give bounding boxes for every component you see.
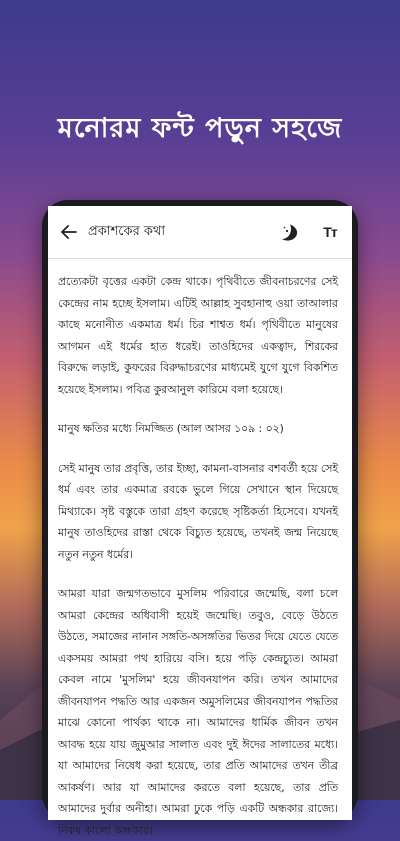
paragraph: সেই মানুষ তার প্রবৃত্তি, তার ইচ্ছা, কামনা-বাসনার বশবর্তী হয়ে সেই ধর্ম এবং তার একমাত্র রবকে ভুলে গিয়ে সেখানে স্থান দিয়েছে মিথ্যাকে। সৃষ্ট বস্তুকে তারা গ্রহণ করেছে সৃষ্টিকর্তা হিসেবে। যখনই মানুষ তাওহিদের রাস্তা থেকে বিচ্যুত হয়েছে, তখনই জন্ম নিয়েছে নতুন নতুন ধর্মের। bbox=[58, 461, 338, 561]
page-title: প্রকাশকের কথা bbox=[88, 223, 166, 239]
reader-screen bbox=[48, 206, 352, 837]
arrow-left-icon[interactable] bbox=[58, 221, 80, 243]
phone-frame bbox=[42, 200, 358, 837]
text-size-icon[interactable]: Tт bbox=[323, 224, 337, 240]
paragraph: মানুষ ক্ষতির মধ্যে নিমজ্জিত (আল আসর ১০৯ : ০২) bbox=[58, 422, 284, 435]
app-bar bbox=[48, 206, 352, 259]
moon-icon[interactable] bbox=[278, 220, 302, 244]
promo-headline: মনোরম ফন্ট পড়ুন সহজে bbox=[57, 113, 343, 144]
article-body bbox=[48, 259, 352, 841]
paragraph: আমরা যারা জন্মগতভাবে মুসলিম পরিবারে জন্মেছি, বলা চলে আমরা কেন্দ্রের অধিবাসী হয়েই জন্মেছি। তবুও, বেড়ে উঠতে উঠতে, সমাজের নানান সঙ্গতি-অসঙ্গতির ভিতর দিয়ে যেতে যেতে একসময় আমরা পথ হারিয়ে বসি। হয়ে পড়ি কেন্দ্রচ্যুত। আমরা কেবল নামে 'মুসলিম' হয়ে জীবনযাপন করি। তখন আমাদের জীবনযাপন পদ্ধতি আর একজন অমুসলিমের জীবনযাপন পদ্ধতির মাঝে কোনো পার্থক্য থাকে না। আমাদের ধার্মিক জীবন তখন আবদ্ধ হয়ে যায় জুমুআর সালাত এবং দুই ঈদের সালাতের মধ্যে। যা আমাদের নিষেধ করা হয়েছে, তার প্রতি আমাদের তখন তীব্র আকর্ষণ। আর যা আমাদের করতে বলা হয়েছে, তার প্রতি আমাদের দুর্বার অনীহা। আমরা ঢুকে পড়ি একটি অন্ধকার রাজ্যে। নিকষ কালো অন্ধকার। bbox=[58, 587, 338, 837]
paragraph: প্রত্যেকটা বৃত্তের একটা কেন্দ্র থাকে। পৃথিবীতে জীবনাচরণের সেই কেন্দ্রের নাম হচ্ছে ইসলাম। এটিই আল্লাহ সুবহানাহু ওয়া তাআলার কাছে মনোনীত একমাত্র ধর্ম। চির শাশ্বত ধর্ম। পৃথিবীতে মানুষের আগমন এই ধর্মের হাত ধরেই। তাওহিদের একত্বাদ, শিরকের বিরুদ্ধে লড়াই, কুফরের বিরুদ্ধাচরণের মাধ্যমেই যুগে যুগে বিকশিত হয়েছে ইসলাম। পবিত্র কুরআনুল কারিমে বলা হয়েছে। bbox=[58, 275, 338, 396]
